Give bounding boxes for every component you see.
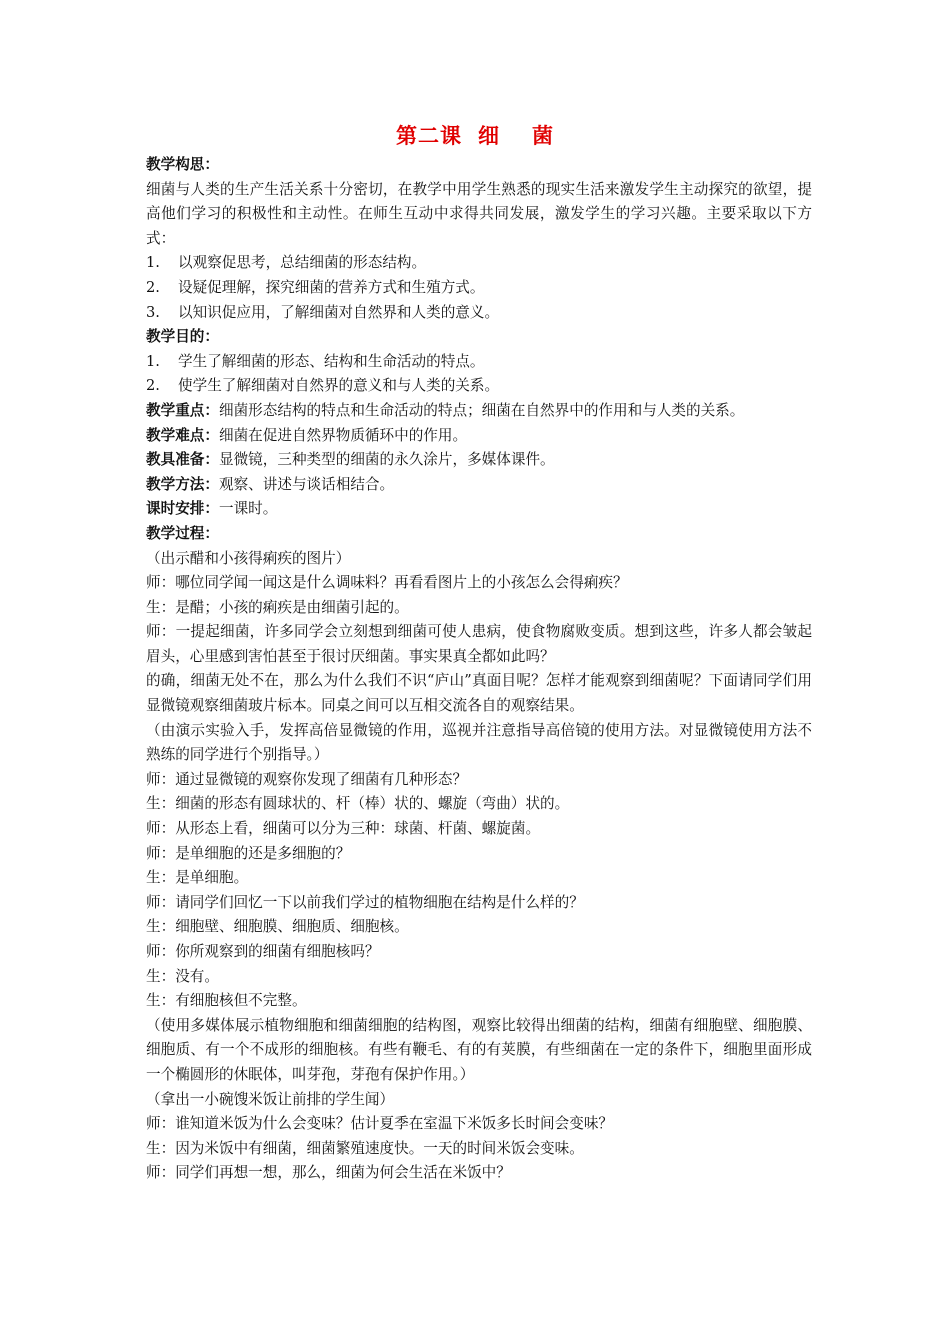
- process-line: （使用多媒体展示植物细胞和细菌细胞的结构图，观察比较得出细菌的结构，细菌有细胞壁、细胞膜、细胞质、有一个不成形的细胞核。有些有鞭毛、有的有荚膜，有些细菌在一定的条件下，细胞里面形成一个椭圆形的休眠体，叫芽孢，芽孢有保护作用。）: [146, 1016, 812, 1083]
- item-number: 3.: [146, 303, 160, 321]
- goal-item: [146, 350, 812, 375]
- process-line: 师：哪位同学闻一闻这是什么调味料？再看看图片上的小孩怎么会得痢疾？: [146, 574, 628, 592]
- method: [146, 473, 812, 498]
- key-text: 细菌形态结构的特点和生命活动的特点；细菌在自然界中的作用和与人类的关系。: [218, 401, 745, 419]
- process-heading: 教学过程：: [146, 524, 219, 542]
- key-points: [146, 399, 812, 424]
- difficulty-label: 教学难点：: [146, 426, 219, 444]
- process-line: 师：谁知道米饭为什么会变味？估计夏季在室温下米饭多长时间会变味？: [146, 1115, 614, 1133]
- item-number: 1.: [146, 254, 160, 272]
- title-char-2: 菌: [532, 124, 554, 148]
- process-line: 生：细菌的形态有圆球状的、杆（棒）状的、螺旋（弯曲）状的。: [146, 795, 570, 813]
- difficulty-text: 细菌在促进自然界物质循环中的作用。: [218, 426, 468, 444]
- process-line: 师：从形态上看，细菌可以分为三种：球菌、杆菌、螺旋菌。: [146, 820, 541, 838]
- page-title: [0, 120, 950, 150]
- title-lesson: 第二课: [396, 124, 462, 148]
- item-text: 学生了解细菌的形态、结构和生命活动的特点。: [178, 352, 485, 370]
- process-line: 师：一提起细菌，许多同学会立刻想到细菌可使人患病，使食物腐败变质。想到这些，许多人都会皱起眉头，心里感到害怕甚至于很讨厌细菌。事实果真全都如此吗？: [146, 623, 812, 665]
- method-label: 教学方法：: [146, 475, 219, 493]
- process-line: 生：细胞壁、细胞膜、细胞质、细胞核。: [146, 918, 409, 936]
- tools: [146, 448, 812, 473]
- process-line: 生：是单细胞。: [146, 869, 249, 887]
- time-text: 一课时。: [218, 500, 278, 518]
- process-line: 师：同学们再想一想，那么，细菌为何会生活在米饭中？: [146, 1164, 511, 1182]
- process-line: 的确，细菌无处不在，那么为什么我们不识“庐山”真面目呢？怎样才能观察到细菌呢？下面请同学们用显微镜观察细菌玻片标本。同桌之间可以互相交流各自的观察结果。: [146, 672, 812, 715]
- item-text: 以观察促思考，总结细菌的形态结构。: [178, 254, 427, 272]
- process-line: （拿出一小碗馊米饭让前排的学生闻）: [146, 1090, 395, 1108]
- difficulty: [146, 424, 812, 449]
- tools-label: 教具准备：: [146, 451, 219, 469]
- process-line: 生：因为米饭中有细菌，细菌繁殖速度快。一天的时间米饭会变味。: [146, 1139, 584, 1157]
- process-line: 生：有细胞核但不完整。: [146, 992, 307, 1010]
- schedule: [146, 497, 812, 522]
- item-number: 2.: [146, 377, 160, 395]
- goal-item: [146, 374, 812, 399]
- item-number: 2.: [146, 278, 160, 296]
- process-line: 师：请同学们回忆一下以前我们学过的植物细胞在结构是什么样的？: [146, 893, 584, 911]
- process-line: （由演示实验入手，发挥高倍显微镜的作用，巡视并注意指导高倍镜的使用方法。对显微镜使用方法不熟练的同学进行个别指导。）: [146, 721, 812, 764]
- document-body: [146, 153, 812, 1186]
- concept-item: [146, 251, 812, 276]
- concept-heading: 教学构思：: [146, 156, 219, 173]
- process-line: 师：你所观察到的细菌有细胞核吗？: [146, 943, 380, 960]
- key-label: 教学重点：: [146, 401, 219, 419]
- title-char-1: 细: [478, 124, 500, 148]
- process-line: 生：是醋；小孩的痢疾是由细菌引起的。: [146, 598, 409, 616]
- concept-paragraph: 细菌与人类的生产生活关系十分密切，在教学中用学生熟悉的现实生活来激发学生主动探究的欲望，提高他们学习的积极性和主动性。在师生互动中求得共同发展，激发学生的学习兴趣。主要采取以下方式：: [146, 180, 812, 247]
- item-text: 使学生了解细菌对自然界的意义和与人类的关系。: [178, 377, 500, 395]
- process-line: 师：是单细胞的还是多细胞的？: [146, 844, 351, 862]
- goal-heading: 教学目的：: [146, 328, 219, 346]
- tools-text: 显微镜，三种类型的细菌的永久涂片，多媒体课件。: [218, 451, 555, 469]
- item-text: 设疑促理解，探究细菌的营养方式和生殖方式。: [178, 278, 485, 296]
- process-line: 生：没有。: [146, 967, 219, 985]
- concept-item: [146, 301, 812, 326]
- process-line: （出示醋和小孩得痢疾的图片）: [146, 549, 351, 567]
- item-number: 1.: [146, 352, 160, 370]
- item-text: 以知识促应用，了解细菌对自然界和人类的意义。: [178, 303, 500, 321]
- process-line: 师：通过显微镜的观察你发现了细菌有几种形态？: [146, 770, 468, 788]
- time-label: 课时安排：: [146, 500, 219, 518]
- concept-item: [146, 276, 812, 301]
- method-text: 观察、讲述与谈话相结合。: [218, 475, 395, 493]
